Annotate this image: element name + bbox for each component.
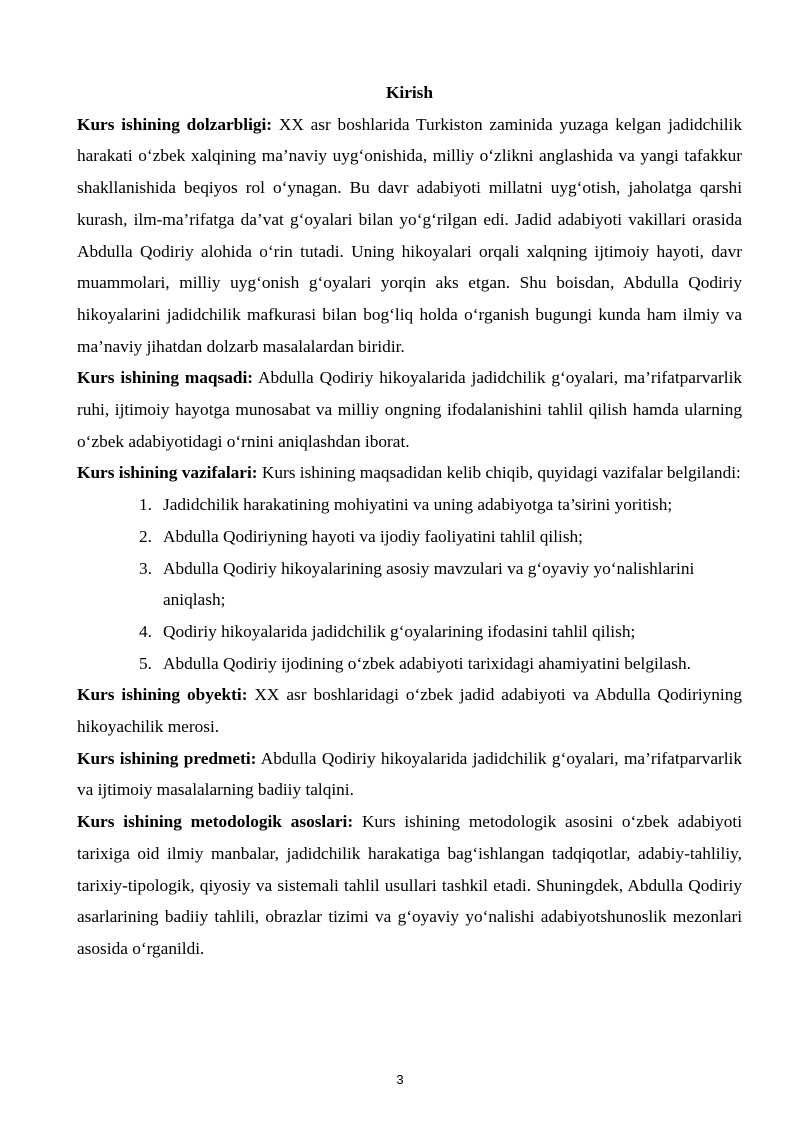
section-subject — [77, 743, 742, 806]
page-number: 3 — [396, 1072, 404, 1087]
section-tasks — [77, 457, 742, 489]
list-item-text: Jadidchilik harakatining mohiyatini va uning adabiyotga ta’sirini yoritish; — [163, 495, 673, 515]
section-text: Kurs ishining metodologik asosini o‘zbek adabiyoti tarixiga oid ilmiy manbalar, jadidchilik harakatiga bag‘ishlangan tadqiqotlar, adabiy-tahliliy, tarixiy-tipologik, qiyosiy va sistemali tahlil usullari tashkil etadi. Shuningdek, Abdulla Qodiriy asarlarining badiiy tahlili, obrazlar tizimi va g‘oyaviy yo‘nalishi adabiyotshunoslik mezonlari asosida o‘rganildi. — [77, 812, 742, 958]
list-item-text: Abdulla Qodiriy ijodining o‘zbek adabiyoti tarixidagi ahamiyatini belgilash. — [163, 653, 691, 673]
section-label: Kurs ishining dolzarbligi: — [77, 114, 273, 134]
section-text: Abdulla Qodiriy hikoyalarida jadidchilik g‘oyalari, ma’rifatparvarlik ruhi, ijtimoiy hayotga munosabat va milliy ongning ifodalanishini tahlil qilish hamda ularning o‘zbek adabiyotidagi o‘rnini aniqlashdan iborat. — [77, 368, 743, 451]
list-item-number: 2. — [139, 526, 152, 546]
page-title: Kirish — [385, 83, 434, 102]
section-goal — [77, 362, 742, 457]
list-item-text: Abdulla Qodiriyning hayoti va ijodiy faoliyatini tahlil qilish; — [163, 526, 583, 546]
list-item-text: Qodiriy hikoyalarida jadidchilik g‘oyalarining ifodasini tahlil qilish; — [163, 621, 636, 641]
list-item-number: 5. — [139, 653, 152, 673]
section-label: Kurs ishining obyekti: — [77, 685, 248, 705]
section-object — [77, 679, 742, 742]
list-item-number: 4. — [139, 621, 152, 641]
section-text: Abdulla Qodiriy hikoyalarida jadidchilik g‘oyalari, ma’rifatparvarlik va ijtimoiy masalalarning badiiy talqini. — [77, 748, 742, 800]
section-label: Kurs ishining predmeti: — [77, 748, 257, 768]
list-item — [77, 489, 742, 521]
section-text: Kurs ishining maqsadidan kelib chiqib, quyidagi vazifalar belgilandi: — [261, 463, 741, 483]
list-item — [77, 616, 742, 648]
list-item-number: 1. — [139, 495, 152, 515]
list-item — [77, 648, 742, 680]
section-label: Kurs ishining metodologik asoslari: — [77, 812, 354, 832]
list-item — [77, 553, 742, 616]
list-item-number: 3. — [139, 558, 152, 578]
section-label: Kurs ishining vazifalari: — [77, 463, 258, 483]
list-item-text: Abdulla Qodiriy hikoyalarining asosiy mavzulari va g‘oyaviy yo‘nalishlarini aniqlash; — [163, 558, 695, 610]
document-page — [77, 77, 742, 965]
section-text: XX asr boshlarida Turkiston zaminida yuzaga kelgan jadidchilik harakati o‘zbek xalqining ma’naviy uyg‘onishida, milliy o‘zlikni anglashida va yangi tafakkur shakllanishida beqiyos rol o‘ynagan. Bu davr adabiyoti millatni uyg‘otish, jaholatga qarshi kurash, ilm-ma’rifatga da’vat g‘oyalari bilan yo‘g‘rilgan edi. Jadid adabiyoti vakillari orasida Abdulla Qodiriy alohida o‘rin tutadi. Uning hikoyalari orqali xalqning ijtimoiy hayoti, davr muammolari, milliy uyg‘onish g‘oyalari yorqin aks etgan. Shu boisdan, Abdulla Qodiriy hikoyalarini jadidchilik mafkurasi bilan bog‘liq holda o‘rganish bugungi kunda ham ilmiy va ma’naviy jihatdan dolzarb masalalardan biridir. — [77, 114, 742, 356]
section-relevance — [77, 109, 742, 363]
section-text: XX asr boshlaridagi o‘zbek jadid adabiyoti va Abdulla Qodiriyning hikoyachilik merosi. — [77, 685, 742, 737]
section-label: Kurs ishining maqsadi: — [77, 368, 254, 388]
list-item — [77, 521, 742, 553]
tasks-list — [77, 489, 742, 679]
section-methodology — [77, 806, 742, 965]
